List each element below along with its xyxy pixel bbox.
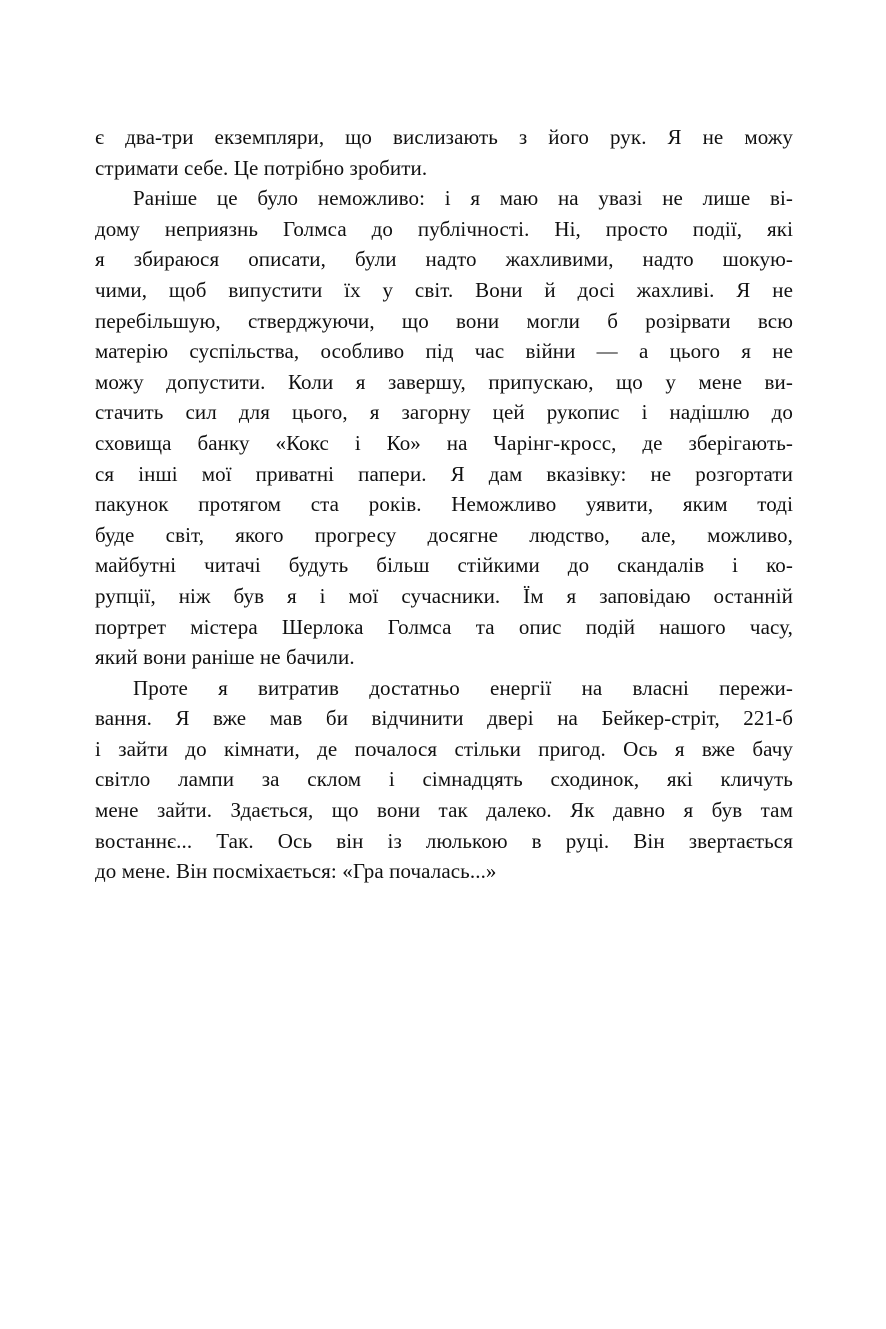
text-line: стачить сил для цього, я загорну цей рукопис і надішлю до xyxy=(95,400,793,425)
text-line: Проте я витратив достатньо енергії на власні пережи- xyxy=(133,675,793,700)
text-line: матерію суспільства, особливо під час війни — а цього я не xyxy=(95,339,793,364)
text-line: сховища банку «Кокс і Ко» на Чарінг-кросс, де зберігають- xyxy=(95,430,793,455)
text-line: буде світ, якого прогресу досягне людство, але, можливо, xyxy=(95,522,793,547)
text-line: ся інші мої приватні папери. Я дам вказівку: не розгортати xyxy=(95,461,793,486)
text-line: дому неприязнь Голмса до публічності. Ні, просто події, які xyxy=(95,216,793,241)
text-line: мене зайти. Здається, що вони так далеко. Як давно я був там xyxy=(95,798,793,823)
text-line: який вони раніше не бачили. xyxy=(95,645,355,670)
text-line: я збираюся описати, були надто жахливими, надто шокую- xyxy=(95,247,793,272)
text-line: вання. Я вже мав би відчинити двері на Бейкер-стріт, 221-б xyxy=(95,706,793,731)
text-line: востаннє... Так. Ось він із люлькою в руці. Він звертається xyxy=(95,828,793,853)
text-line: до мене. Він посміхається: «Гра почалась...» xyxy=(95,859,497,884)
paragraph-continuation xyxy=(95,122,793,183)
text-line: портрет містера Шерлока Голмса та опис подій нашого часу, xyxy=(95,614,793,639)
text-line: перебільшую, стверджуючи, що вони могли б розірвати всю xyxy=(95,308,793,333)
text-line: можу допустити. Коли я завершу, припускаю, що у мене ви- xyxy=(95,369,793,394)
text-line: рупції, ніж був я і мої сучасники. Їм я заповідаю останній xyxy=(95,583,793,608)
paragraph-body xyxy=(95,183,793,673)
text-line: світло лампи за склом і сімнадцять сходинок, які кличуть xyxy=(95,767,793,792)
text-line: пакунок протягом ста років. Неможливо уявити, яким тоді xyxy=(95,492,793,517)
text-line: майбутні читачі будуть більш стійкими до скандалів і ко- xyxy=(95,553,793,578)
paragraph-closing xyxy=(95,673,793,887)
text-line: чими, щоб випустити їх у світ. Вони й досі жахливі. Я не xyxy=(95,277,793,302)
text-line: є два-три екземпляри, що вислизають з його рук. Я не можу xyxy=(95,125,793,149)
text-line: і зайти до кімнати, де почалося стільки пригод. Ось я вже бачу xyxy=(95,736,793,761)
text-line: Раніше це було неможливо: і я маю на увазі не лише ві- xyxy=(133,186,793,211)
text-line: стримати себе. Це потрібно зробити. xyxy=(95,155,428,180)
text-block xyxy=(95,122,793,887)
